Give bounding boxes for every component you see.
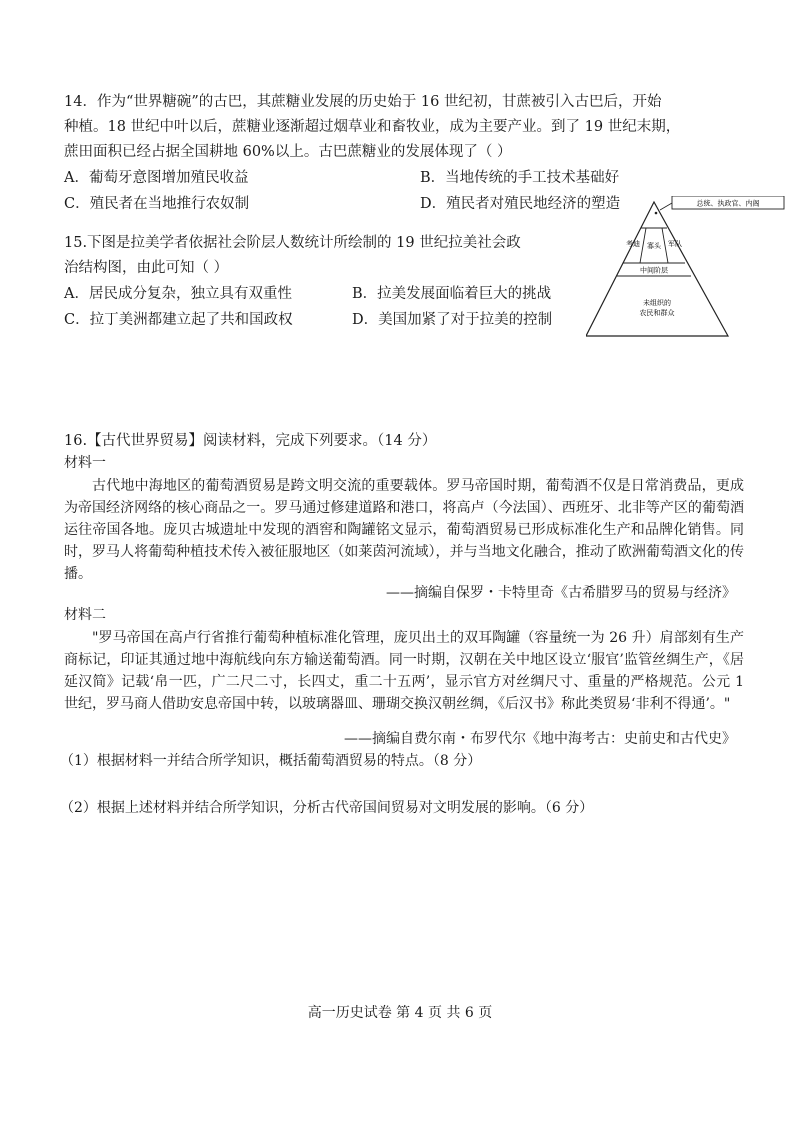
material-2-source: ——摘编自费尔南・布罗代尔《地中海考古：史前史和古代史》 <box>344 731 736 747</box>
q15-option-d: D．美国加紧了对于拉美的控制 <box>352 312 553 328</box>
q14-option-b: B．当地传统的手工技术基础好 <box>420 170 620 186</box>
middle-class-label: 中间阶层 <box>640 266 668 275</box>
q16-sub-1: （1）根据材料一并结合所学知识，概括葡萄酒贸易的特点。（8 分） <box>60 753 482 769</box>
q15-option-b: B．拉美发展面临着巨大的挑战 <box>352 286 552 302</box>
apex-dot <box>655 212 658 215</box>
q16-header: 16.【古代世界贸易】阅读材料，完成下列要求。（14 分） <box>64 433 437 449</box>
material-1-source: ——摘编自保罗・卡特里奇《古希腊罗马的贸易与经济》 <box>386 585 736 601</box>
q16-sub-2: （2）根据上述材料并结合所学知识，分析古代帝国间贸易对文明发展的影响。（6 分） <box>60 800 594 816</box>
social-structure-pyramid <box>586 196 786 340</box>
q15-line-2: 治结构图，由此可知（ ） <box>64 260 229 276</box>
top-label-arrow <box>660 203 672 210</box>
q14-option-a: A．葡萄牙意图增加殖民收益 <box>64 170 249 186</box>
q15-line-1: 15.下图是拉美学者依据社会阶层人数统计所绘制的 19 世纪拉美社会政 <box>64 235 521 251</box>
base-label-line-2: 农民和群众 <box>639 309 675 317</box>
material-2-title: 材料二 <box>64 607 106 623</box>
elite-left-label: 考迪 <box>626 240 640 248</box>
q15-option-c: C．拉丁美洲都建立起了共和国政权 <box>64 312 293 328</box>
q14-option-c: C．殖民者在当地推行农奴制 <box>64 196 250 212</box>
material-2-text: "罗马帝国在高卢行省推行葡萄种植标准化管理，庞贝出土的双耳陶罐（容量统一为 26 升）肩部刻有生产商标记，印证其通过地中海航线向东方输送葡萄酒。同一时期，汉朝在关中地区设立‘服官’监管丝绸生产，《居延汉简》记载‘帛一匹，广二尺二寸，长四丈，重二十五两’，显示官方对丝绸尺寸、重量的严格规范。公元 1 世纪，罗马商人借助安息帝国中转，以玻璃器皿、珊瑚交换汉朝丝绸，《后汉书》称此类贸易‘非利不得通’。" <box>64 630 744 712</box>
base-label-line-1: 未组织的 <box>643 299 671 307</box>
material-1-text: 古代地中海地区的葡萄酒贸易是跨文明交流的重要载体。罗马帝国时期，葡萄酒不仅是日常消费品，更成为帝国经济网络的核心商品之一。罗马通过修建道路和港口，将高卢（今法国）、西班牙、北非等产区的葡萄酒运往帝国各地。庞贝古城遗址中发现的酒窖和陶罐铭文显示，葡萄酒贸易已形成标准化生产和品牌化销售。同时，罗马人将葡萄种植技术传入被征服地区（如莱茵河流域），并与当地文化融合，推动了欧洲葡萄酒文化的传播。 <box>64 478 744 582</box>
elite-mid-label: 寡头 <box>647 242 661 250</box>
elite-right-label: 军队 <box>668 240 682 248</box>
top-label: 总统、执政官、内阁 <box>696 199 760 208</box>
q14-option-d: D．殖民者对殖民地经济的塑造 <box>420 196 621 212</box>
q15-option-a: A．居民成分复杂，独立具有双重性 <box>64 286 292 302</box>
q14-line-2: 种植。18 世纪中叶以后，蔗糖业逐渐超过烟草业和畜牧业，成为主要产业。到了 19 世纪末期， <box>64 119 681 135</box>
q14-line-3: 蔗田面积已经占据全国耕地 60%以上。古巴蔗糖业的发展体现了（ ） <box>64 144 512 160</box>
q14-line-1: 14．作为“世界糖碗”的古巴，其蔗糖业发展的历史始于 16 世纪初，甘蔗被引入古巴后，开始 <box>64 94 662 110</box>
page-footer: 高一历史试卷 第 4 页 共 6 页 <box>307 1005 493 1021</box>
material-1-title: 材料一 <box>64 455 106 471</box>
